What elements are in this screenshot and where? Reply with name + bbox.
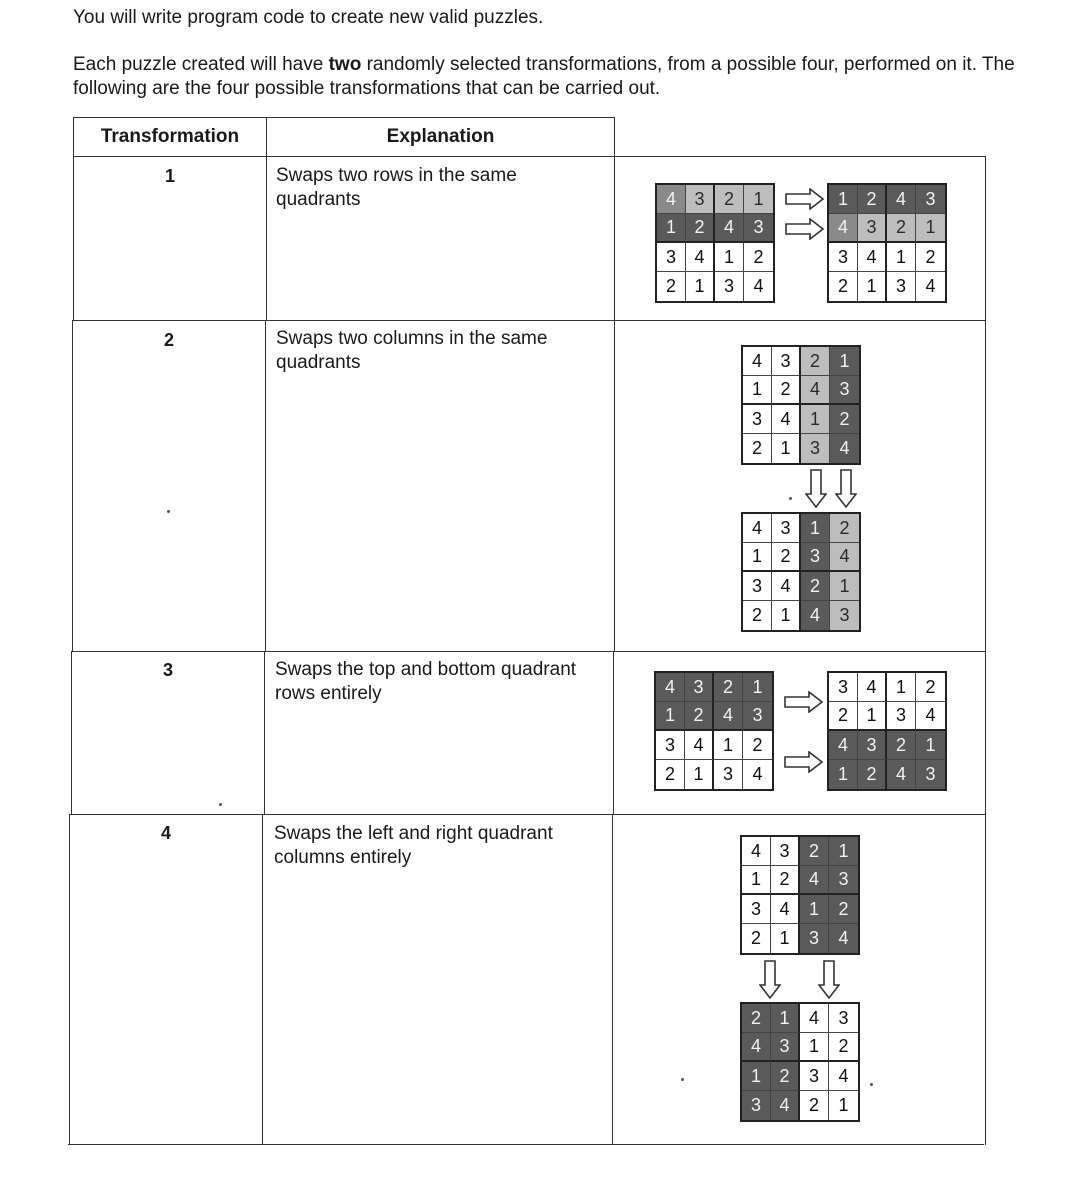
row-2-number: 2 [163,330,174,350]
row-1-explanation: Swaps two rows in the same quadrants [276,165,517,210]
grid-cell: 3 [742,895,771,924]
grid-cell: 4 [829,731,858,760]
grid-cell: 1 [744,185,773,214]
grid-cell: 3 [657,243,686,272]
grid-cell: 2 [830,405,859,434]
table-border [72,320,986,321]
grid-cell: 1 [742,866,771,895]
scan-dot [681,1078,684,1081]
grid-cell: 2 [829,702,858,731]
table-border [985,156,986,1145]
table-border [264,651,265,814]
grid-cell: 1 [656,702,685,731]
grid-cell: 1 [686,272,715,301]
grid-cell: 2 [800,837,829,866]
scan-dot [167,510,170,513]
grid-cell: 1 [771,1004,800,1033]
row-1-number: 1 [164,166,175,186]
grid-cell: 1 [830,572,859,601]
grid-cell: 4 [830,434,859,463]
grid-cell: 3 [714,760,743,789]
grid-cell: 4 [753,276,764,296]
grid-cell: 4 [742,837,771,866]
row-2-explanation: Swaps two columns in the same quadrants [276,328,548,373]
grid-cell: 1 [838,1095,849,1115]
grid-cell: 4 [656,673,685,702]
row-4-number: 4 [160,823,171,843]
grid-cell: 1 [829,837,858,866]
grid-cell: 2 [829,895,858,924]
row-4-grid-before [740,835,860,955]
grid-cell: 4 [772,405,801,434]
grid-cell: 3 [887,702,916,731]
right-arrow-icon [784,751,824,773]
grid-cell: 3 [800,1062,829,1091]
row-1-grid-after [827,183,947,303]
grid-cell: 2 [685,702,714,731]
grid-cell: 1 [685,760,714,789]
grid-cell: 1 [829,185,858,214]
grid-cell: 2 [657,272,686,301]
table-border [614,117,615,320]
right-arrow-icon [785,188,825,210]
grid-cell: 4 [801,376,830,405]
grid-cell: 2 [858,185,887,214]
table-border [72,320,73,651]
grid-cell: 1 [916,731,945,760]
down-arrow-icon [759,960,781,1000]
grid-cell: 3 [858,214,887,243]
table-border [69,814,70,1145]
grid-cell: 2 [801,347,830,376]
row-2-grid-after [741,512,861,632]
grid-cell: 2 [743,731,772,760]
scan-dot [789,497,792,500]
grid-cell: 3 [742,1091,771,1120]
intro-line-2-pre: Each puzzle created will have [73,54,329,75]
grid-cell: 3 [830,376,859,405]
grid-cell: 3 [743,702,772,731]
grid-cell: 3 [743,405,772,434]
table-border [262,814,263,1145]
grid-cell: 4 [771,1091,800,1120]
grid-cell: 4 [715,214,744,243]
table-border [613,651,614,814]
grid-cell: 4 [887,760,916,789]
grid-cell: 1 [772,434,801,463]
grid-cell: 4 [829,1062,858,1091]
down-arrow-icon [835,469,857,509]
grid-cell: 2 [744,243,773,272]
table-border [68,1144,984,1145]
grid-cell: 2 [743,601,772,630]
grid-cell: 3 [772,347,801,376]
grid-cell: 3 [887,272,916,301]
header-explanation: Explanation [386,126,495,147]
table-border [70,814,986,815]
grid-cell: 1 [772,601,801,630]
grid-cell: 4 [743,347,772,376]
row-2-grid-before [741,345,861,465]
intro-line-2 [73,53,1033,101]
grid-cell: 4 [714,702,743,731]
grid-cell: 1 [742,1062,771,1091]
grid-cell: 3 [771,837,800,866]
grid-cell: 1 [771,924,800,953]
grid-cell: 2 [916,243,945,272]
grid-cell: 4 [916,702,945,731]
grid-cell: 2 [714,673,743,702]
table-border [73,156,986,157]
grid-cell: 4 [858,673,887,702]
grid-cell: 1 [657,214,686,243]
grid-cell: 4 [657,185,686,214]
grid-cell: 3 [916,185,945,214]
grid-cell: 1 [887,243,916,272]
grid-cell: 3 [656,731,685,760]
row-3-number: 3 [162,660,173,680]
grid-cell: 1 [743,376,772,405]
grid-cell: 1 [829,760,858,789]
grid-cell: 2 [742,924,771,953]
grid-cell: 3 [685,673,714,702]
grid-cell: 1 [715,243,744,272]
grid-cell: 2 [772,543,801,572]
table-border [614,320,615,651]
intro-line-2-post: randomly selected transformations, from a possible four, performed on it. The following are the four possible transformations that can be carried out. [73,54,1015,99]
grid-cell: 4 [925,276,936,296]
table-border [612,814,613,1145]
grid-cell: 3 [744,214,773,243]
grid-cell: 3 [916,760,945,789]
grid-cell: 2 [801,572,830,601]
grid-cell: 3 [772,514,801,543]
grid-cell: 3 [829,243,858,272]
header-transformation: Transformation [100,126,240,147]
grid-cell: 2 [771,1062,800,1091]
row-3-grid-before [654,671,774,791]
row-3-explanation: Swaps the top and bottom quadrant rows entirely [275,659,577,704]
grid-cell: 1 [830,347,859,376]
grid-cell: 1 [858,702,887,731]
scan-dot [870,1083,873,1086]
row-3-grid-after [827,671,947,791]
grid-cell: 4 [743,514,772,543]
grid-cell: 1 [743,673,772,702]
grid-cell: 4 [685,731,714,760]
grid-cell: 3 [830,601,859,630]
grid-cell: 1 [743,543,772,572]
grid-cell: 4 [742,1033,771,1062]
grid-cell: 2 [656,760,685,789]
grid-cell: 2 [771,866,800,895]
grid-cell: 3 [829,673,858,702]
grid-cell: 3 [801,543,830,572]
right-arrow-icon [784,691,824,713]
grid-cell: 4 [801,601,830,630]
grid-cell: 4 [686,243,715,272]
right-arrow-icon [785,218,825,240]
grid-cell: 1 [800,1033,829,1062]
grid-cell: 4 [829,214,858,243]
grid-cell: 3 [686,185,715,214]
grid-cell: 4 [830,543,859,572]
row-4-grid-after [740,1002,860,1122]
grid-cell: 2 [742,1004,771,1033]
table-border [73,117,615,118]
grid-cell: 1 [858,272,887,301]
grid-cell: 2 [858,760,887,789]
grid-cell: 4 [829,924,858,953]
grid-cell: 2 [830,514,859,543]
grid-cell: 3 [801,434,830,463]
intro-line-2-bold: two [328,54,362,75]
down-arrow-icon [818,960,840,1000]
row-4-explanation: Swaps the left and right quadrant columns entirely [274,823,553,868]
grid-cell: 1 [916,214,945,243]
grid-cell: 3 [829,866,858,895]
grid-cell: 4 [800,866,829,895]
grid-cell: 4 [800,1004,829,1033]
grid-cell: 1 [801,405,830,434]
grid-cell: 3 [800,924,829,953]
intro-line-1: You will write program code to create new valid puzzles. [73,7,544,28]
grid-cell: 2 [715,185,744,214]
grid-cell: 4 [752,764,763,784]
grid-cell: 2 [916,673,945,702]
grid-cell: 1 [714,731,743,760]
grid-cell: 2 [829,272,858,301]
grid-cell: 3 [715,272,744,301]
grid-cell: 3 [771,1033,800,1062]
grid-cell: 4 [771,895,800,924]
table-border [71,651,986,652]
grid-cell: 2 [887,731,916,760]
table-border [265,320,266,651]
down-arrow-icon [805,469,827,509]
grid-cell: 4 [858,243,887,272]
grid-cell: 2 [743,434,772,463]
grid-cell: 2 [800,1091,829,1120]
grid-cell: 3 [858,731,887,760]
grid-cell: 4 [772,572,801,601]
grid-cell: 4 [887,185,916,214]
row-1-grid-before [655,183,775,303]
grid-cell: 2 [686,214,715,243]
scan-dot [219,803,222,806]
grid-cell: 1 [800,895,829,924]
grid-cell: 3 [743,572,772,601]
grid-cell: 2 [829,1033,858,1062]
grid-cell: 2 [772,376,801,405]
grid-cell: 1 [887,673,916,702]
grid-cell: 1 [801,514,830,543]
grid-cell: 2 [887,214,916,243]
grid-cell: 3 [829,1004,858,1033]
